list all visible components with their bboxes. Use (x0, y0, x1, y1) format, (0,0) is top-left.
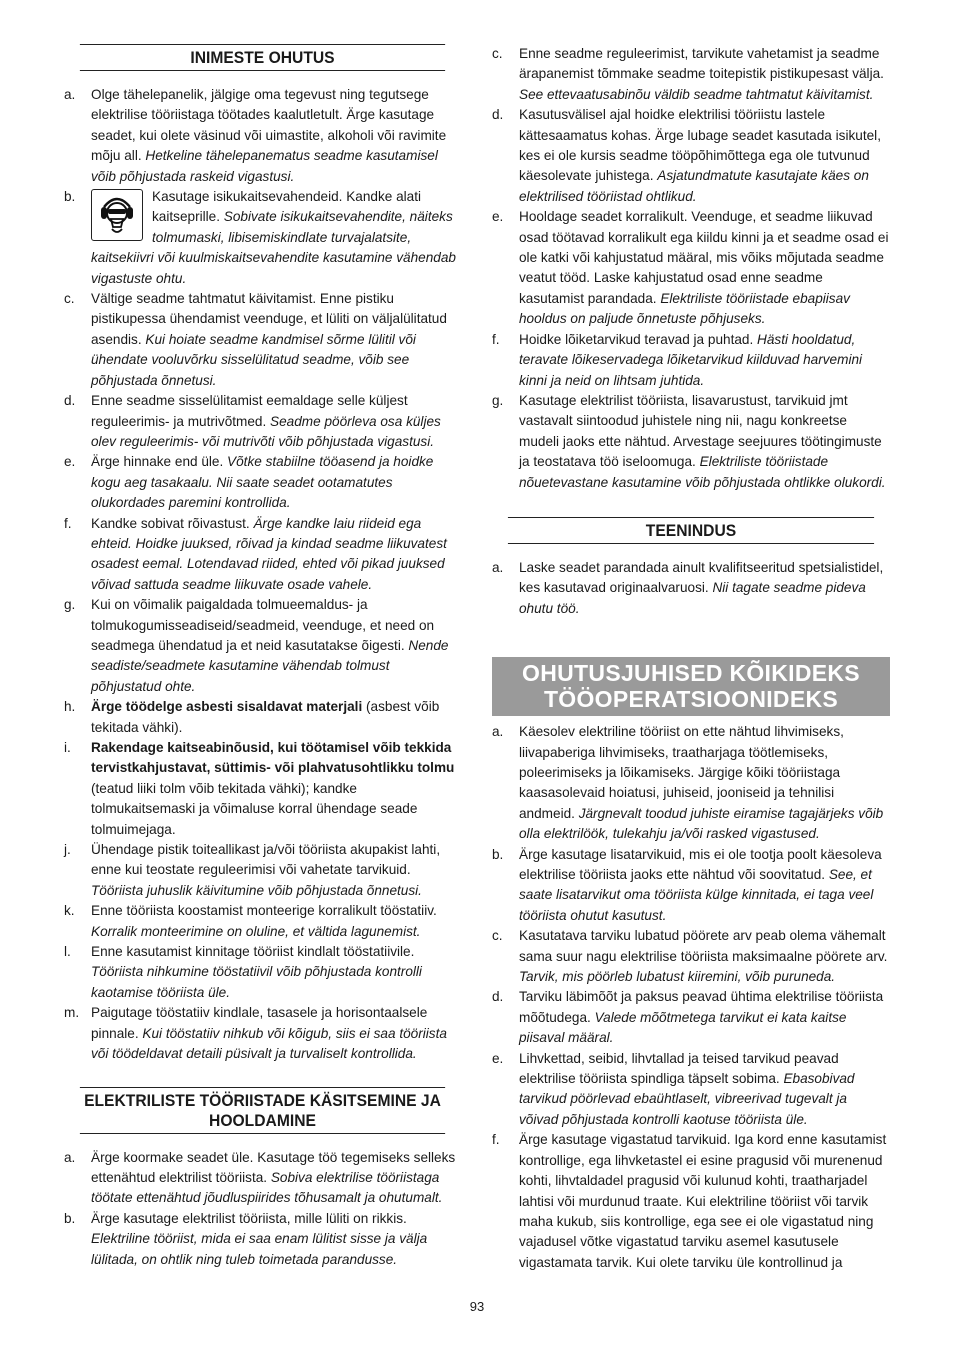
item-body-text: Kasutatava tarviku lubatud pöörete arv peab olema vähemalt sama suur nagu elektrilise tööriista maksimaalne pöörete arv. (519, 928, 888, 964)
item-label: a. (492, 724, 504, 740)
item-text (519, 105, 890, 207)
item-body-text: Olge tähelepanelik, jälgige oma tegevust ning tegutsege elektrilise tööriistaga töötades kaalutletult. Ärge kasutage seadet, kui olete väsinud või uimastite, alkoholi või ravimite mõju all. (91, 87, 447, 164)
item-body-text: Paigutage tööstatiiv kindlale, tasasele ja horisontaalsele pinnale. (91, 1005, 428, 1041)
item-label: g. (492, 392, 504, 408)
item-body-text: Kui on võimalik paigaldada tolmueemaldus- ja tolmukogumisseadiseid/seadmeid, veenduge, et need on seadmega ühendatud ja et neid kasutatakse õigesti. (91, 597, 435, 653)
item-text (519, 1130, 890, 1273)
item-body-text: Vältige seadme tahtmatut käivitamist. Enne pistiku pistikupessa ühendamist veenduge, et lüliti on väljalülitatud asendis. (91, 291, 447, 347)
list-item (492, 845, 890, 927)
item-italic-text: Elektriliste tööriistade nõuetevastane kasutamine võib põhjustada ohtlikke olukordi. (519, 454, 886, 490)
item-text (91, 85, 461, 187)
item-label: f. (64, 515, 72, 531)
item-label: m. (64, 1005, 80, 1021)
list-item (64, 85, 461, 187)
item-text (91, 187, 461, 289)
item-bold-text: Ärge töödelge asbesti sisaldavat materjali (91, 699, 363, 715)
item-italic-text: Järgnevalt toodud juhiste eiramise tagajärjeks võib olla elektrilöök, tulekahju ja/või rasked vigastused. (519, 805, 884, 842)
item-body-text: Enne kasutamist kinnitage tööriist kindlalt tööstatiivile. (91, 944, 415, 960)
item-italic-text: Tarvik, mis pöörleb lubatust kiiremini, võib puruneda. (519, 969, 836, 985)
item-text (91, 901, 461, 942)
list-item (64, 1209, 461, 1270)
item-italic-text: Ärge kandke laiu riideid ega ehteid. Hoidke juuksed, rõivad ja kindad seadme liikuvatest osadest eemal. Lotendavad riided, ehted või pikad juuksed võivad sattuda seadme liikuvate osade vahele. (91, 515, 447, 592)
list-item (64, 901, 461, 942)
item-text (91, 1209, 461, 1270)
item-body-text: Käesolev elektriline tööriist on ette nähtud lihvimiseks, liivapaberiga lihvimiseks, traatharjaga töötlemiseks, poleerimiseks ja lõikamiseks. Järgige kõiki tööriistaga kaasasolevaid hoiatusi, juhiseid, jooniseid ja tehnilisi andmeid. (519, 724, 844, 821)
list-item (492, 987, 890, 1048)
list-item (64, 738, 461, 840)
item-italic-text: Kui hoiate seadme kandmisel sõrme lülitil või ühendate vooluvõrku sisselülitatud seadme, võib see põhjustada õnnetusi. (91, 331, 416, 388)
item-body-text: Tarviku läbimõõt ja paksus peavad ühtima elektrilise tööriista mõõtudega. (519, 989, 884, 1025)
item-label: e. (492, 1050, 504, 1066)
safety-goggles-earmuffs-mask-icon (91, 189, 143, 241)
item-label: c. (492, 46, 503, 61)
list-item (492, 1130, 890, 1273)
list-item (64, 452, 461, 513)
item-body-text: Ärge koormake seadet üle. Kasutage töö tegemiseks selleks ettenähtud elektrilist tööriista. (91, 1149, 456, 1185)
item-label: e. (64, 454, 76, 470)
item-body-text: Laske seadet parandada ainult kvalifitseeritud spetsialistidel, kes kasutavad originaalvaruosi. (519, 559, 884, 596)
tool-handling-list-continued (492, 44, 890, 493)
item-label: k. (64, 903, 75, 919)
tool-handling-list (64, 1148, 461, 1270)
list-item (492, 722, 890, 844)
item-italic-text: Tööriista juhuslik käivitumine võib põhjustada õnnetusi. (91, 882, 422, 898)
item-italic-text: Hästi hooldatud, teravate lõikeservadega lõiketarvikud kiilduvad harvemini kinni ja neid on lihtsam juhtida. (519, 331, 863, 388)
item-text (519, 558, 890, 619)
list-item (64, 514, 461, 596)
item-text (519, 207, 890, 329)
list-item (64, 289, 461, 391)
item-text (519, 926, 890, 987)
item-label: d. (64, 393, 76, 409)
item-text (91, 738, 461, 840)
list-item (492, 391, 890, 493)
item-bold-text: Rakendage kaitseabinõusid, kui töötamisel võib tekkida tervistkahjustavat, süttimis- või plahvatusohtlikku tolmu (91, 740, 455, 776)
item-text (91, 452, 461, 513)
banner-line-2: TÖÖOPERATSIOONIDEKS (543, 686, 839, 713)
item-body-text: Kasutage elektrilist tööriista, lisavarustust, tarvikuid jmt vastavalt siintoodud juhistele ning nii, nagu konkreetse mudeli jaoks ette nähtud. Arvestage seejuures töötingimuste ja teostatava töö iseloomuga. (519, 392, 882, 470)
item-italic-text: Tööriista nihkumine tööstatiivil võib põhjustada kontrolli kaotamise tööriista üle. (91, 964, 422, 1000)
list-item (64, 942, 461, 1003)
item-italic-text: Seadme pöörleva osa küljes olev reguleerimis- või mutrivõti võib põhjustada vigastusi. (91, 413, 441, 449)
item-italic-text: See, et saate lisatarvikut oma tööriista külge kinnitada, ei taga veel tööriista ohutut kasutust. (519, 867, 874, 923)
item-label: b. (492, 846, 504, 862)
item-italic-text: Asjatundmatute kasutajate käes on elektrilised tööriistad ohtlikud. (519, 168, 869, 204)
personal-safety-list (64, 85, 461, 1065)
right-column (492, 44, 890, 1273)
list-item (64, 595, 461, 697)
item-italic-text: Võtke stabiilne tööasend ja hoidke kogu aeg tasakaalu. Nii saate seadet ootamatutes olukordades paremini kontrollida. (91, 454, 434, 511)
item-body-text: Ärge kasutage lisatarvikuid, mis ei ole tootja poolt käesoleva elektrilise tööriista jaoks ette nähtud või soovitatud. (519, 846, 882, 882)
item-body-text: Hoidke lõiketarvikud teravad ja puhtad. (519, 331, 758, 347)
item-body-text: (asbest võib tekitada vähki). (91, 699, 440, 735)
service-list (492, 558, 890, 619)
list-item (492, 207, 890, 329)
item-italic-text: Valede mõõtmetega tarvikut ei kata kaitse piisaval määral. (519, 1009, 847, 1046)
item-label: j. (64, 842, 71, 858)
item-italic-text: Sobivate isikukaitsevahendite, näiteks tolmumaski, libisemiskindlate turvajalatsite, kaitsekiivri või kuulmiskaitsevahendite kasutamine vähendab vigastuste ohtu. (91, 209, 456, 286)
item-body-text: Ühendage pistik toiteallikast ja/või tööriista akupakist lahti, enne kui teostate reguleerimisi või vahetate tarvikuid. (91, 842, 441, 878)
item-body-text: Hooldage seadet korralikult. Veenduge, et seadme liikuvad osad töötavad korralikult ega kiildu kinni ja et seadme osad ei ole katki või kahjustatud määral, mis võiks mõjutada seadme veatut tööd. Laske kahjustatud osad enne seadme kasutamist parandada. (519, 209, 889, 306)
item-italic-text: Hetkeline tähelepanematus seadme kasutamisel võib põhjustada raskeid vigastusi. (91, 148, 438, 184)
item-label: d. (492, 107, 504, 123)
item-text (91, 1148, 461, 1209)
list-item (492, 44, 890, 105)
item-text (519, 330, 890, 391)
item-text (91, 840, 461, 901)
item-text (91, 942, 461, 1003)
section-title-tool-handling: ELEKTRILISTE TÖÖRIISTADE KÄSITSEMINE JA HOOLDAMINE (80, 1087, 445, 1134)
item-italic-text: Elektriliste tööriistade ebapiisav hooldus on paljude õnnetuste põhjuseks. (519, 290, 850, 327)
list-item (64, 187, 461, 289)
item-text (519, 987, 890, 1048)
item-text (519, 845, 890, 927)
list-item (492, 558, 890, 619)
item-italic-text: See ettevaatusabinõu väldib seadme tahtmatut käivitamist. (519, 86, 874, 102)
item-label: l. (64, 944, 71, 960)
section-title-personal-safety: INIMESTE OHUTUS (80, 44, 445, 71)
item-text (91, 514, 461, 596)
item-label: a. (64, 1149, 76, 1165)
list-item (64, 391, 461, 452)
item-label: d. (492, 989, 504, 1005)
item-italic-text: Nii tagate seadme pideva ohutu töö. (519, 580, 866, 616)
item-label: b. (64, 1210, 76, 1226)
item-label: c. (492, 928, 503, 944)
item-body-text: Enne tööriista koostamist monteerige korralikult tööstatiiv. (91, 903, 437, 919)
left-column (64, 44, 461, 1270)
item-body-text: Kasutage isikukaitsevahendeid. Kandke alati kaitseprille. (152, 189, 422, 225)
banner-line-1: OHUTUSJUHISED KÕIKIDEKS (522, 660, 860, 687)
list-item (64, 1003, 461, 1064)
item-text (91, 391, 461, 452)
item-text (91, 289, 461, 391)
item-body-text: (teatud liiki tolm võib tekitada vähki); kandke tolmukaitsemaski ja võimaluse korral ühendage seade tolmuimejaga. (91, 780, 418, 837)
item-label: h. (64, 699, 76, 715)
item-body-text: Enne seadme sisselülitamist eemaldage selle küljest reguleerimis- ja mutrivõtmed. (91, 393, 408, 429)
all-operations-list (492, 722, 890, 1273)
item-label: c. (64, 291, 75, 307)
item-label: a. (64, 87, 76, 102)
item-text (91, 1003, 461, 1064)
list-item (492, 105, 890, 207)
all-operations-banner (492, 657, 890, 716)
item-italic-text: Elektriline tööriist, mida ei saa enam lülitist sisse ja välja lülitada, on ohtlik ning tuleb toimetada parandusse. (91, 1231, 428, 1267)
list-item (64, 840, 461, 901)
item-label: f. (492, 331, 500, 347)
item-italic-text: Sobiva elektrilise tööriistaga töötate ettenähtud jõudluspiirides tõhusamalt ja ohutumalt. (91, 1169, 443, 1206)
item-italic-text: Korralik monteerimine on oluline, et vältida lagunemist. (91, 923, 421, 939)
item-text (519, 44, 890, 105)
item-text (519, 722, 890, 844)
item-label: b. (64, 189, 76, 205)
item-italic-text: Nende seadiste/seadmete kasutamine vähendab tolmust põhjustatud ohte. (91, 637, 449, 694)
item-text (519, 1049, 890, 1131)
item-body-text: Kasutusvälisel ajal hoidke elektrilisi tööriistu lastele kättesaamatus kohas. Ärge lubage seadet kasutada isikutel, kes ei ole kursis seadme tööpõhimõttega ega ole tutvunud käesolevate juhistega. (519, 107, 881, 184)
item-italic-text: Ebasobivad tarvikud pöörlevad ebaühtlaselt, vibreerivad tugevalt ja võivad põhjustada kontrolli kaotuse tööriista üle. (519, 1071, 855, 1127)
list-item (492, 926, 890, 987)
page-number: 93 (469, 1299, 485, 1314)
item-body-text: Ärge hinnake end üle. (91, 454, 228, 470)
item-body-text: Kandke sobivat rõivastust. (91, 515, 254, 531)
item-text (519, 391, 890, 493)
item-body-text: Ärge kasutage elektrilist tööriista, mille lüliti on rikkis. (91, 1210, 407, 1226)
section-title-service: TEENINDUS (508, 517, 874, 544)
item-label: f. (492, 1132, 500, 1148)
item-body-text: Lihvkettad, seibid, lihvtallad ja teised tarvikud peavad elektrilise tööriista spindliga täpselt sobima. (519, 1050, 839, 1087)
item-text (91, 697, 461, 738)
item-label: i. (64, 740, 71, 755)
item-body-text: Enne seadme reguleerimist, tarvikute vahetamist ja seadme ärapanemist tõmmake seadme toitepistik pistikupesast välja. (519, 46, 884, 82)
item-text (91, 595, 461, 697)
item-label: g. (64, 597, 76, 613)
list-item (64, 1148, 461, 1209)
item-body-text: Ärge kasutage vigastatud tarvikuid. Iga kord enne kasutamist kontrollige, ega lihvketastel ei esine pragusid või murenenud kohti, lihvtaldadel pragusid või kulunud kohti, traatharjadel lahtisi või murdunud traate. Kui elektriline tööriist või tarvik maha kukub, siis kontrollige, ega see ei ole vigastatud ning vajadusel võtke vigastatud tarviku asemel kasutusele vigastamata tarvik. Kui olete tarviku üle kontrollinud ja (519, 1132, 887, 1270)
list-item (492, 1049, 890, 1131)
item-label: a. (492, 559, 504, 575)
list-item (492, 330, 890, 391)
item-label: e. (492, 209, 504, 225)
list-item (64, 697, 461, 738)
item-italic-text: Kui tööstatiiv nihkub või kõigub, siis ei saa tööriista või töödeldavat detaili püsivalt ja turvaliselt kontrollida. (91, 1025, 447, 1062)
